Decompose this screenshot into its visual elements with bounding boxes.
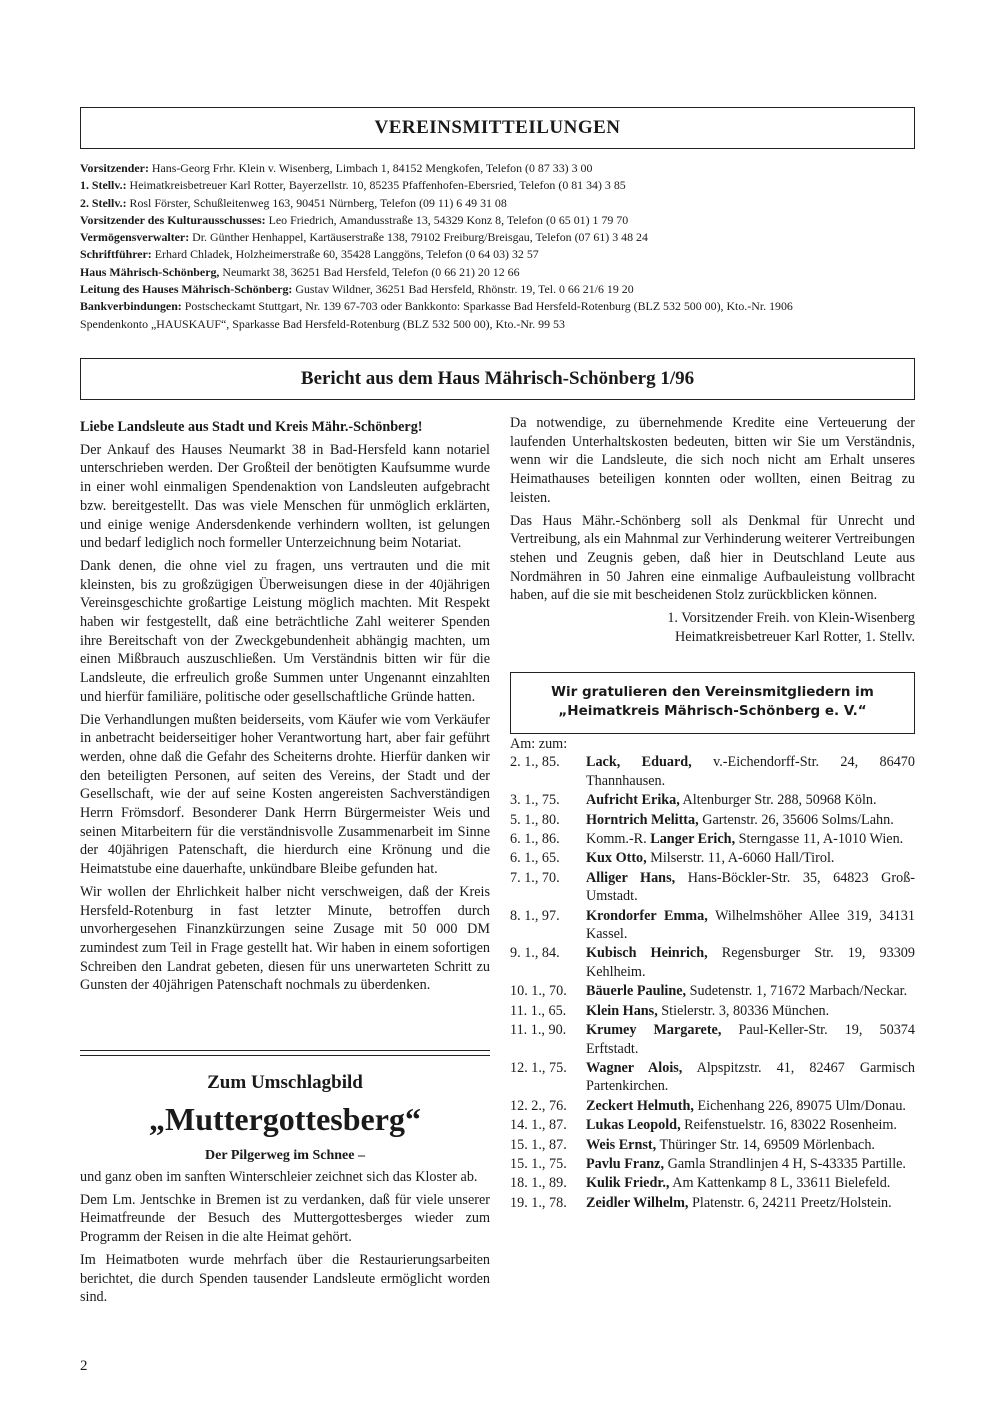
birthday-entry	[510, 1174, 915, 1192]
birthday-date: 6. 1., 65.	[510, 850, 560, 867]
birthday-date: 11. 1., 90.	[510, 1022, 567, 1039]
contact-line	[80, 281, 915, 298]
birthday-member	[586, 849, 915, 867]
member-address: Sterngasse 11, A-1010 Wien.	[735, 831, 904, 848]
birthday-entry	[510, 1059, 915, 1096]
birthday-member	[586, 1021, 915, 1058]
birthday-entry	[510, 869, 915, 906]
birthday-member	[586, 811, 915, 829]
birthday-member	[586, 1174, 915, 1192]
congratulations-title-line-1: Wir gratulieren den Vereinsmitgliedern im	[551, 684, 874, 700]
birthday-entry	[510, 753, 915, 790]
member-address: Gamla Strandlinjen 4 H, S-43335 Partille.	[664, 1155, 906, 1172]
member-name: Bäuerle Pauline,	[586, 983, 687, 1000]
birthday-member	[586, 791, 915, 809]
birthday-date: 19. 1., 78.	[510, 1194, 567, 1211]
greeting: Liebe Landsleute aus Stadt und Kreis Mähr.-Schönberg!	[80, 419, 423, 435]
paragraph: Die Verhandlungen mußten beiderseits, vom Käufer wie vom Verkäufer in anbetracht beiderseitiger hoher Verantwortung hart, aber fair geführt werden, ohne daß die Gefahr des Scheiterns drohte. Hierfür danken wir den beteiligten Personen, auf seiten des Vereins, der Stadt und der Gesellschaft, wie der auf seine Kosten angereisten Sachverständigen Herrn Frömsdorf. Besonderer Dank Herrn Bürgermeister Weis und seinen Mitarbeitern für die verständnisvolle Zusammenarbeit im Sinne der 40jährigen Patenschaft, die hierdurch eine Krönung und die Heimatstube eine dauerhafte, unkündbare Bleibe gefunden hat.	[80, 711, 490, 878]
member-title: Komm.-R.	[586, 831, 651, 848]
member-address: Altenburger Str. 288, 50968 Köln.	[679, 792, 877, 809]
member-name: Klein Hans,	[586, 1002, 658, 1019]
member-name: Alliger Hans,	[586, 869, 676, 886]
contact-label: Bankverbindungen:	[80, 299, 182, 314]
birthday-list-header: Am: zum:	[510, 736, 568, 752]
contact-line	[80, 229, 915, 246]
member-name: Lukas Leopold,	[586, 1117, 681, 1134]
birthday-member	[586, 1002, 915, 1020]
member-address: Milserstr. 11, A-6060 Hall/Tirol.	[646, 850, 835, 867]
cover-title: „Muttergottesberg“	[149, 1101, 421, 1137]
contact-line	[80, 246, 915, 263]
paragraph: Dank denen, die ohne viel zu fragen, uns vertrauten und die mit kleinsten, bis zu großzügigen Überweisungen diese in der 40jährigen Vereinsgeschichte großartige Leistung möglich machten. Mit Respekt haben wir festgestellt, daß eine beträchtliche Zahl weiterer Spenden ihre Bereitschaft von der Zweckgebundenheit abhängig machten, um einen Mißbrauch auszuschließen. Um Verständnis bitten wir für die Landsleute, die erfreulich große Summen unter Ungenannt einzahlten und hierfür familiäre, politische oder gesellschaftliche Gründe hatten.	[80, 557, 490, 705]
birthday-entry	[510, 1136, 915, 1154]
member-name: Aufricht Erika,	[586, 792, 680, 809]
congratulations-title-line-2: „Heimatkreis Mährisch-Schönberg e. V.“	[558, 703, 867, 719]
member-name: Krondorfer Emma,	[586, 907, 708, 924]
cover-subtitle: Der Pilgerweg im Schnee –	[205, 1148, 365, 1163]
birthday-entry	[510, 1194, 915, 1212]
contact-line	[80, 264, 915, 281]
cover-paragraph: und ganz oben im sanften Winterschleier zeichnet sich das Kloster ab.	[80, 1169, 478, 1185]
contact-text: Postscheckamt Stuttgart, Nr. 139 67-703 oder Bankkonto: Sparkasse Bad Hersfeld-Rotenburg (BLZ 532 500 00), Kto.-Nr. 1906	[181, 299, 793, 314]
birthday-entry	[510, 907, 915, 944]
birthday-member	[586, 982, 915, 1000]
contact-text: Leo Friedrich, Amandusstraße 13, 54329 Konz 8, Telefon (0 65 01) 1 79 70	[265, 212, 629, 227]
member-name: Wagner Alois,	[586, 1059, 683, 1076]
contact-text: Erhard Chladek, Holzheimerstraße 60, 35428 Langgöns, Telefon (0 64 03) 32 57	[151, 247, 539, 262]
member-address: Gartenstr. 26, 35606 Solms/Lahn.	[698, 811, 894, 828]
member-address: Hans-Böckler-Str. 35, 64823 Groß-Umstadt.	[586, 869, 916, 905]
birthday-member	[586, 1116, 915, 1134]
member-name: Langer Erich,	[650, 831, 736, 848]
birthday-list	[510, 735, 915, 1213]
member-address: Alpspitzstr. 41, 82467 Garmisch Partenkirchen.	[586, 1059, 915, 1095]
contact-label: Vorsitzender des Kulturausschusses:	[80, 212, 266, 227]
birthday-member	[586, 1059, 915, 1096]
birthday-date: 11. 1., 65.	[510, 1002, 567, 1019]
member-name: Pavlu Franz,	[586, 1155, 665, 1172]
member-address: Eichenhang 226, 89075 Ulm/Donau.	[693, 1097, 906, 1114]
vereinsmitteilungen-heading: VEREINSMITTEILUNGEN	[80, 107, 915, 149]
member-address: Wilhelmshöher Allee 319, 34131 Kassel.	[586, 907, 915, 943]
member-address: Stielerstr. 3, 80336 München.	[657, 1002, 830, 1019]
birthday-date: 12. 1., 75.	[510, 1059, 567, 1076]
bericht-paragraphs	[80, 441, 490, 995]
contact-text: Rosl Förster, Schußleitenweg 163, 90451 Nürnberg, Telefon (09 11) 6 49 31 08	[126, 195, 507, 210]
double-rule-divider	[80, 1050, 490, 1056]
birthday-entry	[510, 982, 915, 1000]
birthday-member	[586, 1194, 915, 1212]
cover-text	[80, 1168, 490, 1311]
contact-info-block	[80, 160, 915, 333]
contact-text: Neumarkt 38, 36251 Bad Hersfeld, Telefon (0 66 21) 20 12 66	[219, 264, 520, 279]
page-number: 2	[80, 1358, 88, 1374]
paragraph: Da notwendige, zu übernehmende Kredite eine Verteuerung der laufenden Unterhaltskosten bedeuten, bitten wir Sie um Verständnis, wenn wir die Landsleute, die sich noch nicht am Erhalt unseres Heimathauses beteiligen konnten oder wollten, einen Beitrag zu leisten.	[510, 415, 915, 506]
member-address: v.-Eichendorff-Str. 24, 86470 Thannhausen.	[586, 754, 915, 789]
contact-line	[80, 212, 915, 229]
congratulations-heading	[510, 672, 915, 734]
birthday-date: 7. 1., 70.	[510, 869, 560, 886]
contact-text: Spendenkonto „HAUSKAUF“, Sparkasse Bad Hersfeld-Rotenburg (BLZ 532 500 00), Kto.-Nr. 99 53	[80, 316, 565, 331]
member-address: Reifenstuelstr. 16, 83022 Rosenheim.	[680, 1117, 897, 1134]
member-name: Kulik Friedr.,	[586, 1175, 670, 1192]
cover-heading: Zum Umschlagbild	[207, 1072, 363, 1093]
paragraph: Der Ankauf des Hauses Neumarkt 38 in Bad-Hersfeld kann notariel unterschrieben werden. Der Großteil der benötigten Kaufsumme wurde in einer wohl einmaligen Spendenaktion von Landsleuten aufgebracht bzw. bereitgestellt. Das was viele Menschen für unmöglich erklärten, und einige wenige Andersdenkende verhindern wollten, ist gelungen und bedarf lediglich noch formeller Unterzeichnung beim Notariat.	[80, 441, 490, 552]
contact-label: Haus Mährisch-Schönberg,	[80, 264, 220, 279]
birthday-entry	[510, 1097, 915, 1115]
birthday-entry	[510, 1116, 915, 1134]
member-name: Krumey Margarete,	[586, 1022, 722, 1039]
member-address: Thüringer Str. 14, 69509 Mörlenbach.	[656, 1136, 875, 1153]
birthday-date: 14. 1., 87.	[510, 1117, 567, 1134]
birthday-entry	[510, 791, 915, 809]
birthday-date: 18. 1., 89.	[510, 1175, 567, 1192]
birthday-date: 9. 1., 84.	[510, 945, 560, 962]
birthday-entry	[510, 944, 915, 981]
member-address: Sudetenstr. 1, 71672 Marbach/Neckar.	[686, 983, 908, 1000]
contact-label: 1. Stellv.:	[80, 178, 127, 193]
contact-text: Gustav Wildner, 36251 Bad Hersfeld, Rhönstr. 19, Tel. 0 66 21/6 19 20	[292, 282, 634, 297]
signature-line-1: 1. Vorsitzender Freih. von Klein-Wisenberg	[667, 610, 915, 627]
birthday-date: 15. 1., 75.	[510, 1155, 567, 1172]
bericht-right-paragraphs	[510, 414, 915, 605]
member-name: Kux Otto,	[586, 850, 647, 867]
contact-line	[80, 195, 915, 212]
paragraph: Wir wollen der Ehrlichkeit halber nicht verschweigen, daß der Kreis Hersfeld-Rotenburg in fast letzter Minute, betroffen durch unvorhergesehen Finanzkürzungen seine Zusage mit 50 000 DM zumindest zum Teil in Frage gestellt hat. Wir haben in einem sofortigen Schreiben den Landrat gebeten, diesen für uns unerwarteten Schritt zu Gunsten der 40jährigen Patenschaft nochmals zu überdenken.	[80, 883, 490, 994]
contact-line	[80, 160, 915, 177]
bericht-left-column	[80, 418, 490, 999]
birthday-entry	[510, 849, 915, 867]
birthday-date: 8. 1., 97.	[510, 907, 560, 924]
birthday-member	[586, 944, 915, 981]
member-address: Regensburger Str. 19, 93309 Kehlheim.	[586, 945, 915, 980]
member-name: Zeckert Helmuth,	[586, 1097, 694, 1114]
contact-label: Schriftführer:	[80, 247, 152, 262]
birthday-member	[586, 869, 915, 906]
contact-line	[80, 316, 915, 333]
birthday-date: 5. 1., 80.	[510, 811, 560, 828]
contact-line	[80, 177, 915, 194]
contact-label: 2. Stellv.:	[80, 195, 127, 210]
birthday-date: 6. 1., 86.	[510, 831, 560, 848]
member-address: Am Kattenkamp 8 L, 33611 Bielefeld.	[669, 1175, 891, 1192]
cover-paragraph: Dem Lm. Jentschke in Bremen ist zu verdanken, daß für viele unserer Heimatfreunde der Besuch des Muttergottesberges wieder zum Programm der Reisen in die alte Heimat gehört.	[80, 1191, 490, 1246]
birthday-entry	[510, 1002, 915, 1020]
birthday-entry	[510, 1155, 915, 1173]
birthday-date: 10. 1., 70.	[510, 983, 567, 1000]
contact-label: Leitung des Hauses Mährisch-Schönberg:	[80, 282, 293, 297]
contact-label: Vermögensverwalter:	[80, 230, 190, 245]
member-name: Zeidler Wilhelm,	[586, 1194, 689, 1211]
birthday-entry	[510, 811, 915, 829]
member-address: Paul-Keller-Str. 19, 50374 Erftstadt.	[586, 1022, 915, 1057]
contact-line	[80, 298, 915, 315]
birthday-member	[586, 1097, 915, 1115]
contact-text: Dr. Günther Henhappel, Kartäuserstraße 138, 79102 Freiburg/Breisgau, Telefon (07 61) 3 48 24	[189, 230, 648, 245]
birthday-member	[586, 1155, 915, 1173]
birthday-member	[586, 830, 915, 848]
birthday-date: 3. 1., 75.	[510, 792, 560, 809]
birthday-entry	[510, 1021, 915, 1058]
member-name: Kubisch Heinrich,	[586, 945, 708, 962]
member-name: Horntrich Melitta,	[586, 811, 699, 828]
signature-line-2: Heimatkreisbetreuer Karl Rotter, 1. Stellv.	[674, 628, 915, 645]
birthday-member	[586, 907, 915, 944]
bericht-heading: Bericht aus dem Haus Mährisch-Schönberg 1/96	[80, 358, 915, 400]
bericht-right-column	[510, 414, 915, 646]
member-name: Lack, Eduard,	[586, 754, 692, 771]
contact-text: Heimatkreisbetreuer Karl Rotter, Bayerzellstr. 10, 85235 Pfaffenhofen-Ebersried, Telefon (0 81 34) 3 85	[126, 178, 626, 193]
member-address: Platenstr. 6, 24211 Preetz/Holstein.	[688, 1194, 892, 1211]
birthday-date: 2. 1., 85.	[510, 754, 560, 771]
birthday-member	[586, 1136, 915, 1154]
paragraph: Das Haus Mähr.-Schönberg soll als Denkmal für Unrecht und Vertreibung, als ein Mahnmal zur Verhinderung weiterer Vertreibungen stehen und Zeugnis geben, daß hier in Deutschland Leute aus Nordmähren in 50 Jahren eine einmalige Aufbauleistung vollbracht haben, auf die sie mit bescheidenen Stolz zurückblicken können.	[510, 512, 915, 604]
birthday-entry	[510, 830, 915, 848]
cover-paragraph: Im Heimatboten wurde mehrfach über die Restaurierungsarbeiten berichtet, die durch Spenden tausender Landsleute ermöglicht worden sind.	[80, 1251, 490, 1306]
member-name: Weis Ernst,	[586, 1136, 657, 1153]
birthday-date: 15. 1., 87.	[510, 1136, 567, 1153]
birthday-member	[586, 753, 915, 790]
contact-text: Hans-Georg Frhr. Klein v. Wisenberg, Limbach 1, 84152 Mengkofen, Telefon (0 87 33) 3 00	[148, 161, 593, 175]
birthday-date: 12. 2., 76.	[510, 1097, 567, 1114]
contact-label: Vorsitzender:	[80, 161, 149, 175]
